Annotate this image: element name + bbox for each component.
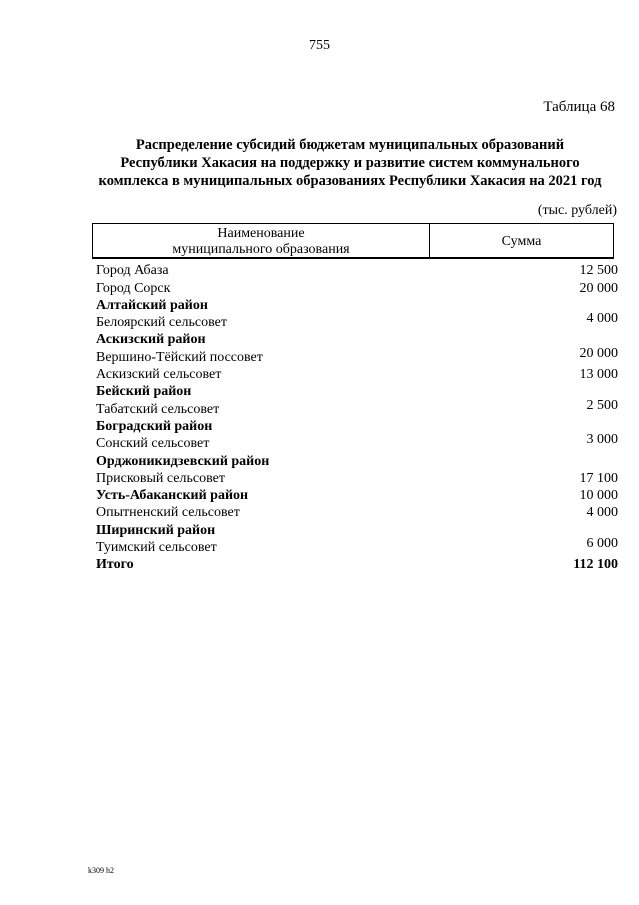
row-name: Орджоникидзевский район	[96, 453, 270, 469]
header-sum-cell: Сумма	[501, 234, 542, 249]
row-value: 3 000	[586, 432, 618, 448]
row-value: 20 000	[579, 345, 618, 361]
district-row	[96, 331, 618, 348]
table-label: Таблица 68	[543, 99, 615, 115]
title-line: комплекса в муниципальных образованиях Республики Хакасия на 2021 год	[98, 173, 602, 189]
row-name: Итого	[96, 557, 134, 573]
table-row	[96, 345, 618, 365]
row-name: Город Абаза	[96, 263, 169, 279]
row-value: 2 500	[586, 397, 618, 413]
header-name-line: муниципального образования	[172, 242, 350, 257]
title-line: Республики Хакасия на поддержку и развитие систем коммунального	[120, 155, 580, 171]
units-label: (тыс. рублей)	[537, 203, 617, 218]
row-name: Табатский сельсовет	[96, 401, 220, 417]
row-name: Бейский район	[96, 384, 192, 400]
table-row	[96, 262, 618, 279]
table-row	[96, 432, 618, 452]
row-name: Ширинский район	[96, 522, 216, 538]
table-header	[92, 223, 614, 259]
row-value: 20 000	[579, 280, 618, 296]
district-row	[96, 418, 618, 435]
row-value: 4 000	[586, 505, 618, 521]
row-value: 12 500	[579, 263, 618, 279]
table-row	[96, 397, 618, 417]
header-name-cell	[93, 224, 430, 257]
total-row	[96, 556, 618, 573]
district-row	[96, 383, 618, 400]
header-name-line: Наименование	[217, 226, 305, 241]
row-name: Аскизский сельсовет	[96, 367, 222, 383]
row-name: Город Сорск	[96, 280, 171, 296]
title-line: Распределение субсидий бюджетам муниципальных образований	[135, 137, 565, 153]
district-row	[96, 521, 618, 538]
row-value: 13 000	[579, 367, 618, 383]
district-row	[96, 487, 618, 504]
row-name: Усть-Абаканский район	[96, 488, 249, 504]
table-row	[96, 279, 618, 296]
row-name: Алтайский район	[96, 297, 208, 313]
table-row	[96, 366, 618, 383]
row-value: 6 000	[586, 536, 618, 552]
row-value: 112 100	[573, 557, 618, 573]
row-name: Аскизский район	[96, 332, 206, 348]
row-name: Белоярский сельсовет	[96, 315, 227, 331]
footer-code: k309 h2	[88, 866, 114, 875]
table-row	[96, 504, 618, 521]
district-row	[96, 452, 618, 469]
table-title	[80, 136, 620, 190]
table-row	[96, 536, 618, 556]
table-body	[96, 262, 618, 573]
table-row	[96, 311, 618, 331]
row-name: Сонский сельсовет	[96, 436, 210, 452]
row-name: Вершино-Тёйский поссовет	[96, 349, 263, 365]
row-name: Присковый сельсовет	[96, 470, 225, 486]
row-name: Опытненский сельсовет	[96, 505, 240, 521]
row-value: 4 000	[586, 311, 618, 327]
row-name: Боградский район	[96, 418, 213, 434]
row-value: 17 100	[579, 470, 618, 486]
row-name: Туимский сельсовет	[96, 540, 217, 556]
row-value: 10 000	[579, 488, 618, 504]
table-row	[96, 470, 618, 487]
page-number: 755	[309, 38, 330, 53]
district-row	[96, 297, 618, 314]
